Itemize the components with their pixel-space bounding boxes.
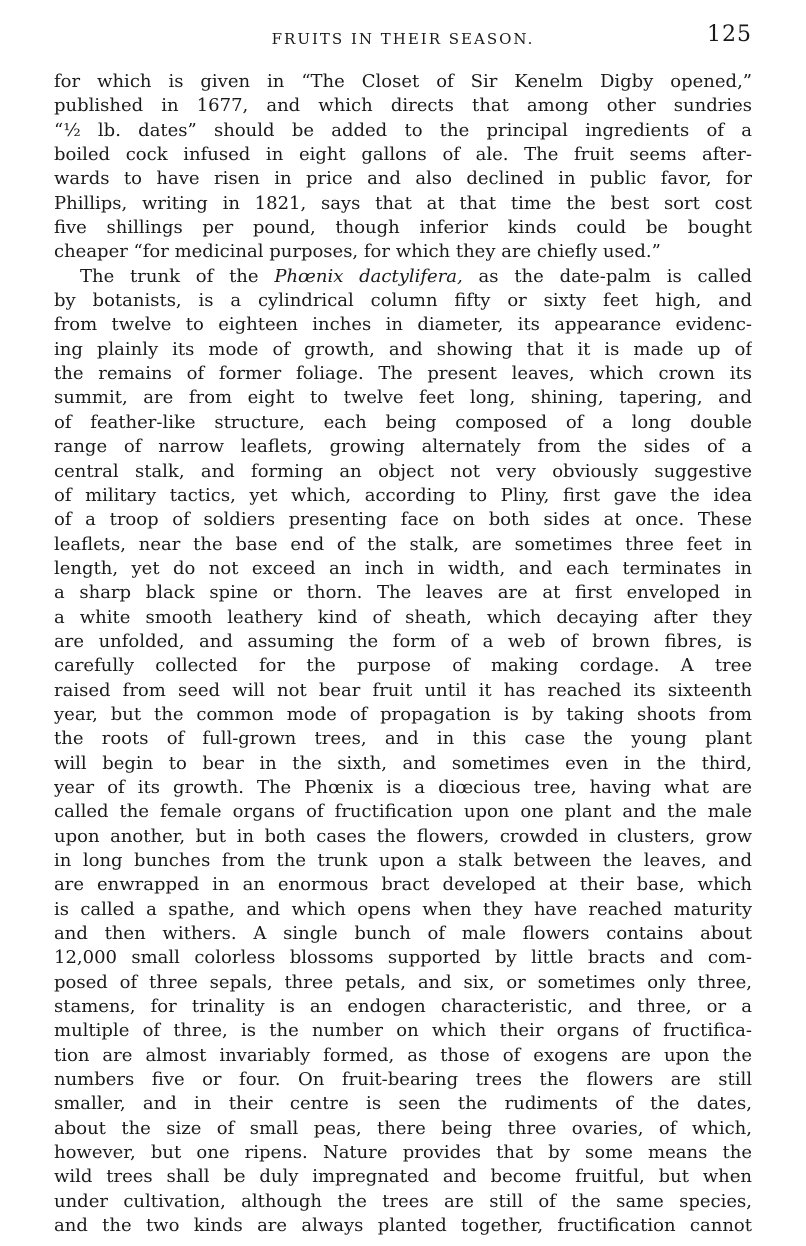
text-line: published in 1677, and which directs that among other sundries: [54, 95, 752, 117]
text-line: posed of three sepals, three petals, and six, or sometimes only three,: [54, 971, 752, 993]
text-line: for which is given in “The Closet of Sir Kenelm Digby opened,”: [54, 71, 752, 92]
text-line: under cultivation, although the trees are still of the same species,: [54, 1190, 752, 1212]
text-line: the remains of former foliage. The present leaves, which crown its: [54, 363, 752, 385]
text-line: five shillings per pound, though inferior kinds could be bought: [54, 217, 752, 239]
text-line: are unfolded, and assuming the form of a web of brown fibres, is: [54, 630, 752, 652]
text-line: of military tactics, yet which, according to Pliny, first gave the idea: [54, 484, 752, 506]
text-line: year, but the common mode of propagation is by taking shoots from: [54, 703, 752, 725]
text-line: carefully collected for the purpose of making cordage. A tree: [54, 655, 752, 677]
species-name: Phœnix dactylifera,: [274, 265, 463, 287]
text-line: central stalk, and forming an object not very obviously suggestive: [54, 460, 752, 482]
text-line: of feather-like structure, each being composed of a long double: [54, 411, 752, 433]
text-line: of a troop of soldiers presenting face on both sides at once. These: [54, 509, 752, 531]
running-head: [54, 20, 752, 56]
paragraph-first-line: [54, 265, 752, 289]
page-number: 125: [707, 22, 752, 47]
text-line: is called a spathe, and which opens when they have reached maturity: [54, 898, 752, 920]
text-line: called the female organs of fructification upon one plant and the male: [54, 801, 752, 823]
text-line: from twelve to eighteen inches in diameter, its appearance evidenc-: [54, 314, 752, 336]
book-page: [54, 20, 752, 1239]
text-fragment: as the date-palm is called: [462, 265, 752, 287]
text-line: ing plainly its mode of growth, and showing that it is made up of: [54, 338, 752, 360]
text-line: and the two kinds are always planted together, fructification cannot: [54, 1215, 752, 1237]
text-line: “½ lb. dates” should be added to the principal ingredients of a: [54, 119, 752, 141]
text-line: multiple of three, is the number on which their organs of fructifica-: [54, 1020, 752, 1042]
text-line: tion are almost invariably formed, as those of exogens are upon the: [54, 1044, 752, 1066]
text-line: upon another, but in both cases the flowers, crowded in clusters, grow: [54, 825, 752, 847]
text-line: the roots of full-grown trees, and in this case the young plant: [54, 728, 752, 750]
text-line: numbers five or four. On fruit-bearing trees the flowers are still: [54, 1069, 752, 1091]
text-line: however, but one ripens. Nature provides that by some means the: [54, 1142, 752, 1164]
running-title: FRUITS IN THEIR SEASON.: [271, 30, 535, 48]
text-line: are enwrapped in an enormous bract developed at their base, which: [54, 874, 752, 896]
text-line: in long bunches from the trunk upon a stalk between the leaves, and: [54, 850, 752, 871]
text-line: a sharp black spine or thorn. The leaves are at first enveloped in: [54, 582, 752, 604]
text-line: wild trees shall be duly impregnated and become fruitful, but when: [54, 1166, 752, 1188]
text-fragment: The trunk of the: [80, 265, 275, 287]
text-line: leaflets, near the base end of the stalk, are sometimes three feet in: [54, 533, 752, 555]
text-line: by botanists, is a cylindrical column fifty or sixty feet high, and: [54, 290, 752, 312]
text-line: and then withers. A single bunch of male flowers contains about: [54, 923, 752, 945]
text-line: year of its growth. The Phœnix is a diœcious tree, having what are: [54, 776, 752, 798]
text-line: boiled cock infused in eight gallons of ale. The fruit seems after-: [54, 144, 752, 166]
text-line: length, yet do not exceed an inch in width, and each terminates in: [54, 557, 752, 579]
text-line: will begin to bear in the sixth, and sometimes even in the third,: [54, 752, 752, 774]
text-line: smaller, and in their centre is seen the rudiments of the dates,: [54, 1093, 752, 1115]
text-line: about the size of small peas, there being three ovaries, of which,: [54, 1117, 752, 1139]
body-text: [54, 70, 752, 1239]
text-line: wards to have risen in price and also declined in public favor, for: [54, 168, 752, 190]
text-line: range of narrow leaflets, growing alternately from the sides of a: [54, 436, 752, 458]
text-line: raised from seed will not bear fruit until it has reached its sixteenth: [54, 679, 752, 701]
text-line: 12,000 small colorless blossoms supported by little bracts and com-: [54, 947, 752, 969]
text-line: cheaper “for medicinal purposes, for which they are chiefly used.”: [54, 241, 661, 263]
text-line: a white smooth leathery kind of sheath, which decaying after they: [54, 606, 752, 628]
text-line: stamens, for trinality is an endogen characteristic, and three, or a: [54, 996, 752, 1018]
text-line: Phillips, writing in 1821, says that at that time the best sort cost: [54, 192, 752, 214]
text-line: summit, are from eight to twelve feet long, shining, tapering, and: [54, 387, 752, 409]
